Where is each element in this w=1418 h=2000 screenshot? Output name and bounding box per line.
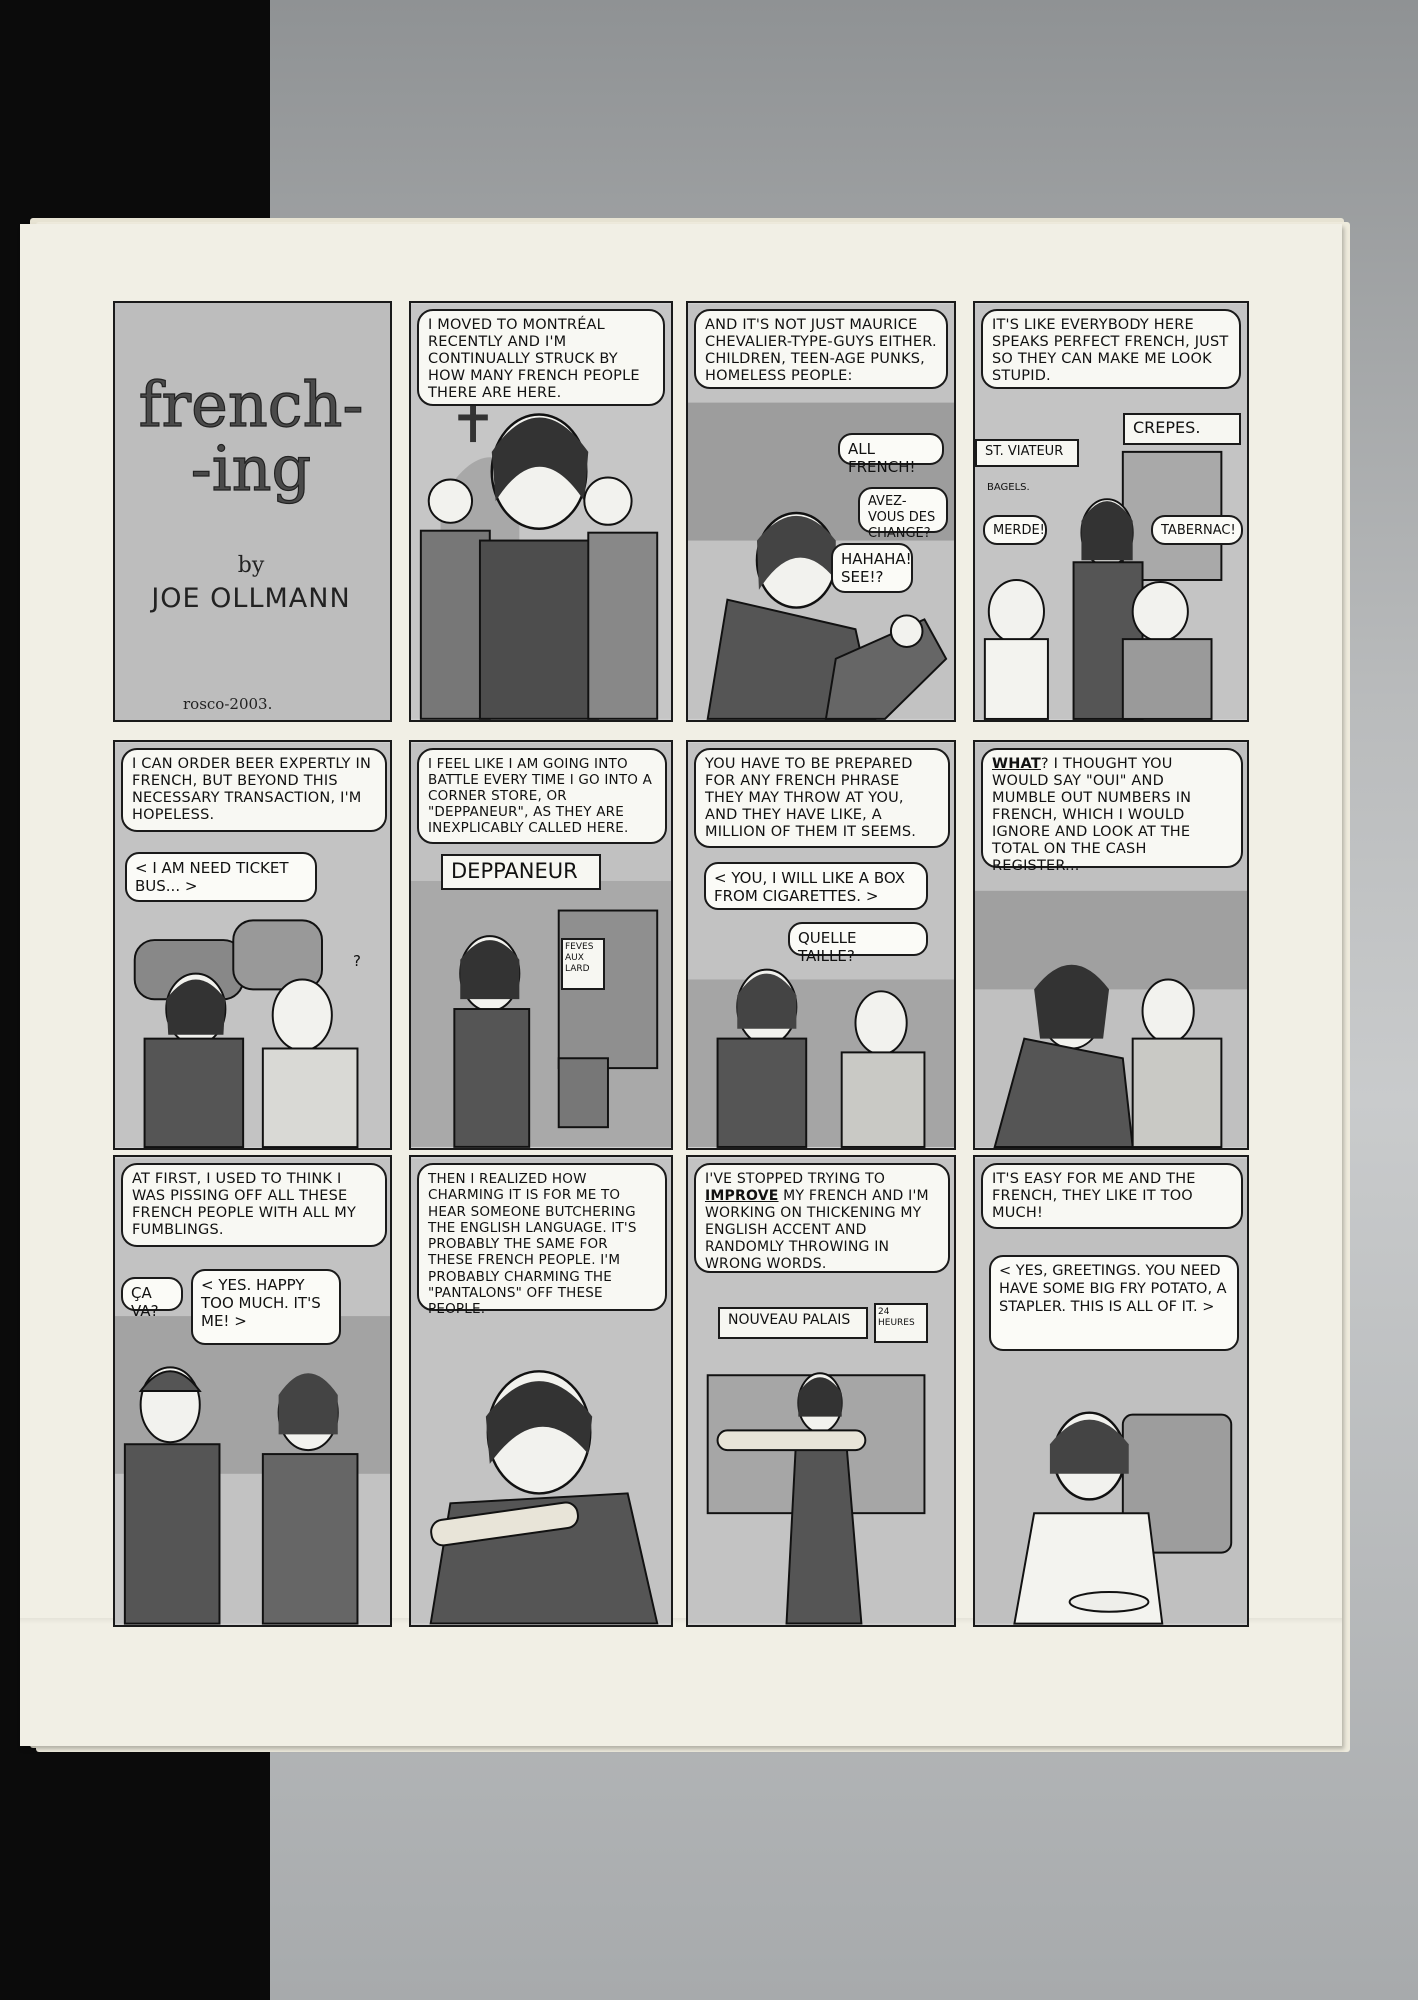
panel-6-bubble-2: QUELLE TAILLE? xyxy=(788,922,928,956)
panel-4-bubble-1: < I AM NEED TICKET BUS... > xyxy=(125,852,317,902)
panel-2 xyxy=(686,301,956,722)
panel-9-caption: THEN I REALIZED HOW CHARMING IT IS FOR ME TO HEAR SOMEONE BUTCHERING THE ENGLISH LANGUAGE. IT'S PROBABLY THE SAME FOR THESE FRENCH PEOPLE. I'M PROBABLY CHARMING THE "PANTALONS" OFF THESE PEOPLE. xyxy=(417,1163,667,1311)
panel-2-bubble-1: ALL FRENCH! xyxy=(838,433,944,465)
panel-3-caption: IT'S LIKE EVERYBODY HERE SPEAKS PERFECT FRENCH, JUST SO THEY CAN MAKE ME LOOK STUPID. xyxy=(981,309,1241,389)
panel-9 xyxy=(409,1155,673,1627)
panel-2-bubble-3: HAHAHA! SEE!? xyxy=(831,543,913,593)
panel-3-bubble-2: TABERNAC! xyxy=(1151,515,1243,545)
panel-11 xyxy=(973,1155,1249,1627)
panel-1-caption: I MOVED TO MONTRÉAL RECENTLY AND I'M CONTINUALLY STRUCK BY HOW MANY FRENCH PEOPLE THERE ARE HERE. xyxy=(417,309,665,406)
comic-title-line1: french- xyxy=(138,368,364,441)
comic-title-line2: -ing xyxy=(190,432,312,505)
st-viateur-sign: ST. VIATEUR xyxy=(975,439,1079,467)
bagels-sign: BAGELS. xyxy=(987,482,1030,493)
panel-8-bubble-1: ÇA VA? xyxy=(121,1277,183,1311)
panel-5 xyxy=(409,740,673,1150)
crepes-sign: CREPES. xyxy=(1123,413,1241,445)
panel-2-caption: AND IT'S NOT JUST MAURICE CHEVALIER-TYPE-GUYS EITHER. CHILDREN, TEEN-AGE PUNKS, HOMELESS PEOPLE: xyxy=(694,309,948,389)
panel-8-caption: AT FIRST, I USED TO THINK I WAS PISSING OFF ALL THESE FRENCH PEOPLE WITH ALL MY FUMBLINGS. xyxy=(121,1163,387,1247)
panel-4 xyxy=(113,740,392,1150)
panel-2-bubble-2: AVEZ-VOUS DES CHANGE? xyxy=(858,487,948,533)
artist-signature: rosco-2003. xyxy=(183,695,273,713)
panel-3-bubble-1: MERDE! xyxy=(983,515,1047,545)
panel-10 xyxy=(686,1155,956,1627)
panel-10-caption xyxy=(694,1163,950,1273)
panel-6 xyxy=(686,740,956,1150)
panel-5-caption: I FEEL LIKE I AM GOING INTO BATTLE EVERY TIME I GO INTO A CORNER STORE, OR "DEPPANEUR", AS THEY ARE INEXPLICABLY CALLED HERE. xyxy=(417,748,667,844)
comic-title xyxy=(131,368,371,505)
panel-11-caption: IT'S EASY FOR ME AND THE FRENCH, THEY LIKE IT TOO MUCH! xyxy=(981,1163,1243,1229)
panel-6-bubble-1: < YOU, I WILL LIKE A BOX FROM CIGARETTES. > xyxy=(704,862,928,910)
panel-4-bubble-2: ? xyxy=(353,952,361,970)
panel-3 xyxy=(973,301,1249,722)
feves-aux-lard-sign: FEVES AUX LARD xyxy=(561,938,605,990)
author-name: JOE OLLMANN xyxy=(151,583,351,614)
title-panel xyxy=(113,301,392,722)
panel-7-caption-text: ? I THOUGHT YOU WOULD SAY "OUI" AND MUMBLE OUT NUMBERS IN FRENCH, WHICH I WOULD IGNORE AND LOOK AT THE TOTAL ON THE CASH REGISTER... xyxy=(992,756,1192,874)
panel-10-caption-emphasis: IMPROVE xyxy=(705,1188,779,1204)
panel-4-caption: I CAN ORDER BEER EXPERTLY IN FRENCH, BUT BEYOND THIS NECESSARY TRANSACTION, I'M HOPELESS. xyxy=(121,748,387,832)
panel-7 xyxy=(973,740,1249,1150)
byline: by xyxy=(237,553,265,578)
panel-7-caption xyxy=(981,748,1243,874)
panel-8-bubble-2: < YES. HAPPY TOO MUCH. IT'S ME! > xyxy=(191,1269,341,1345)
nouveau-palais-sign: NOUVEAU PALAIS xyxy=(718,1307,868,1339)
panel-10-caption-pre: I'VE STOPPED TRYING TO xyxy=(705,1171,886,1187)
panel-7-caption-emphasis: WHAT xyxy=(992,756,1041,772)
24-heures-sign: 24 HEURES xyxy=(874,1303,928,1343)
depanneur-sign: DEPPANEUR xyxy=(441,854,601,890)
panel-6-caption: YOU HAVE TO BE PREPARED FOR ANY FRENCH PHRASE THEY MAY THROW AT YOU, AND THEY HAVE LIKE, A MILLION OF THEM IT SEEMS. xyxy=(694,748,950,848)
panel-11-bubble-1: < YES, GREETINGS. YOU NEED HAVE SOME BIG FRY POTATO, A STAPLER. THIS IS ALL OF IT. > xyxy=(989,1255,1239,1351)
panel-10-caption-text: MY FRENCH AND I'M WORKING ON THICKENING MY ENGLISH ACCENT AND RANDOMLY THROWING IN WRONG WORDS. xyxy=(705,1188,929,1272)
panel-8 xyxy=(113,1155,392,1627)
panel-1 xyxy=(409,301,673,722)
